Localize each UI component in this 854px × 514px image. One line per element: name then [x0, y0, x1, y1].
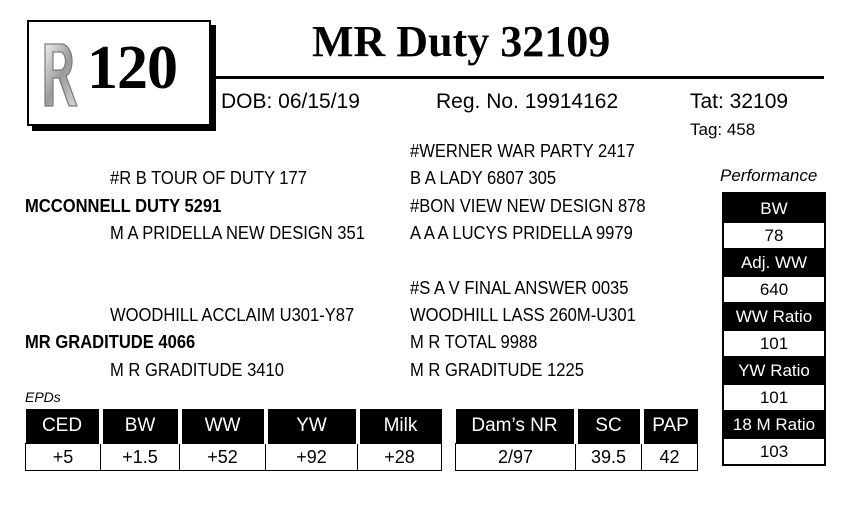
epd-table	[25, 409, 442, 471]
performance-value-ww-ratio: 101	[724, 331, 824, 356]
registration-number: Reg. No. 19914162	[436, 90, 619, 113]
pedigree-dam-sire: WOODHILL ACCLAIM U301-Y87	[110, 305, 355, 325]
performance-value-yw-ratio: 101	[724, 385, 824, 410]
tattoo-text: Tat: 32109	[690, 90, 789, 113]
pedigree-dds: M R TOTAL 9988	[410, 332, 538, 352]
epd-value-ww: +52	[180, 444, 266, 471]
dob-text: DOB: 06/15/19	[221, 90, 360, 113]
pap-value: 42	[642, 444, 698, 471]
epd-value-row	[26, 444, 442, 471]
epd-value-bw: +1.5	[101, 444, 180, 471]
dam-stats-table	[455, 409, 698, 471]
performance-table	[722, 192, 826, 466]
performance-title: Performance	[720, 166, 818, 185]
pedigree-ddd: M R GRADITUDE 1225	[410, 360, 584, 380]
pedigree-sire-dam: M A PRIDELLA NEW DESIGN 351	[110, 223, 365, 243]
epds-title: EPDs	[25, 389, 61, 405]
epd-header-bw: BW	[101, 409, 180, 444]
tag-text: Tag: 458	[690, 120, 756, 139]
epd-value-ced: +5	[26, 444, 101, 471]
dam-stats-value-row	[456, 444, 698, 471]
pedigree-ssd: B A LADY 6807 305	[410, 168, 557, 188]
epd-value-milk: +28	[358, 444, 442, 471]
dam-nr-value: 2/97	[456, 444, 576, 471]
pedigree-dsd: WOODHILL LASS 260M-U301	[410, 305, 636, 325]
epd-header-milk: Milk	[358, 409, 442, 444]
performance-value-18m-ratio: 103	[724, 439, 824, 464]
performance-label-yw-ratio: YW Ratio	[724, 356, 824, 385]
performance-value-adj-ww: 640	[724, 277, 824, 302]
lot-number-box	[27, 20, 211, 126]
sc-header: SC	[576, 409, 642, 444]
pedigree-dam-dam: M R GRADITUDE 3410	[110, 360, 284, 380]
animal-name: MR Duty 32109	[312, 17, 611, 66]
pedigree-sds: #BON VIEW NEW DESIGN 878	[410, 196, 646, 216]
pedigree-dss: #S A V FINAL ANSWER 0035	[410, 278, 629, 298]
performance-label-bw: BW	[724, 194, 824, 223]
title-divider	[212, 76, 824, 79]
epd-header-ced: CED	[26, 409, 101, 444]
epd-header-yw: YW	[266, 409, 358, 444]
epd-value-yw: +92	[266, 444, 358, 471]
pedigree-sdd: A A A LUCYS PRIDELLA 9979	[410, 223, 633, 243]
lot-number: 120	[87, 34, 177, 102]
sc-value: 39.5	[576, 444, 642, 471]
performance-label-adj-ww: Adj. WW	[724, 248, 824, 277]
dam-nr-header: Dam’s NR	[456, 409, 576, 444]
ranch-logo-icon	[39, 30, 79, 116]
dam-stats-header-row	[456, 409, 698, 444]
pap-header: PAP	[642, 409, 698, 444]
epd-header-ww: WW	[180, 409, 266, 444]
pedigree-sire: MCCONNELL DUTY 5291	[25, 196, 222, 216]
performance-value-bw: 78	[724, 223, 824, 248]
pedigree-sire-sire: #R B TOUR OF DUTY 177	[110, 168, 307, 188]
epd-header-row	[26, 409, 442, 444]
performance-label-18m-ratio: 18 M Ratio	[724, 410, 824, 439]
pedigree-dam: MR GRADITUDE 4066	[25, 332, 196, 352]
performance-label-ww-ratio: WW Ratio	[724, 302, 824, 331]
pedigree-sss: #WERNER WAR PARTY 2417	[410, 141, 635, 161]
